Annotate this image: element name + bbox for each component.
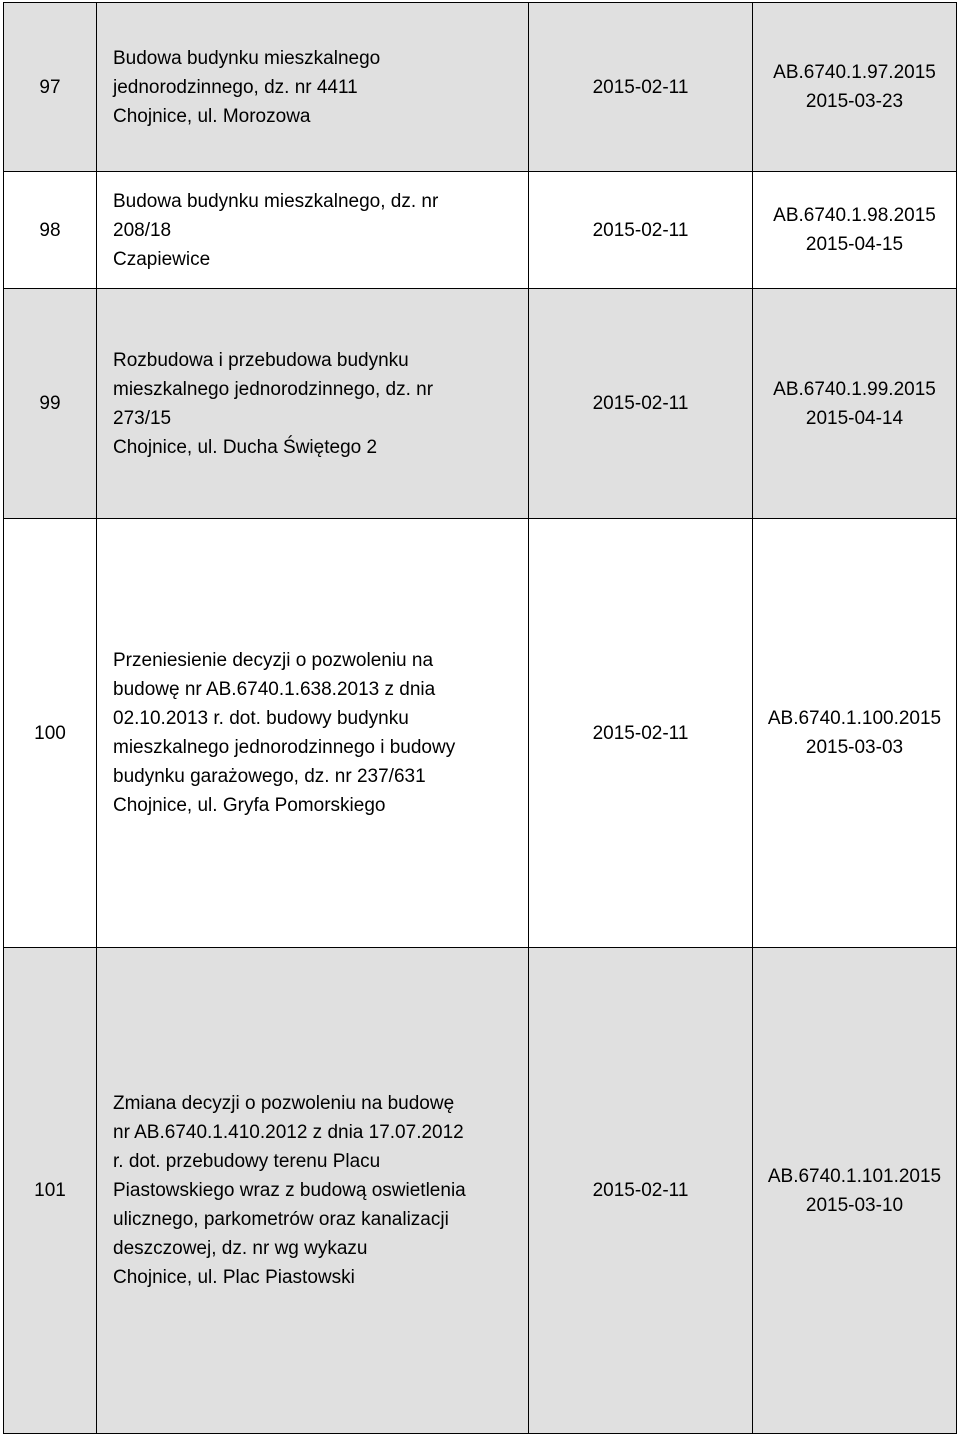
row-date: 2015-02-11 [529,3,753,172]
description-line: mieszkalnego jednorodzinnego, dz. nr [113,378,434,400]
table-row [4,519,957,948]
decision-date: 2015-04-15 [805,234,904,255]
table-row [4,3,957,172]
permit-registry-table [3,2,957,1434]
row-description [97,519,529,948]
signature-number: AB.6740.1.97.2015 [773,62,936,83]
description-line: Chojnice, ul. Morozowa [113,105,311,127]
signature-number: AB.6740.1.100.2015 [767,708,942,729]
description-line: Chojnice, ul. Ducha Świętego 2 [113,436,378,458]
description-line: budowę nr AB.6740.1.638.2013 z dnia [113,679,436,700]
signature-number: AB.6740.1.98.2015 [773,205,936,226]
row-description [97,3,529,172]
description-line: r. dot. przebudowy terenu Placu [113,1151,381,1172]
description-line: jednorodzinnego, dz. nr 4411 [113,76,358,98]
description-line: Czapiewice [113,248,211,270]
row-signature [753,289,957,519]
description-line: Chojnice, ul. Gryfa Pomorskiego [113,795,386,816]
row-description [97,172,529,289]
row-number: 101 [4,948,97,1434]
description-line: ulicznego, parkometrów oraz kanalizacji [113,1209,449,1230]
row-description [97,289,529,519]
table-row [4,948,957,1434]
row-number: 98 [4,172,97,289]
description-line: Budowa budynku mieszkalnego, dz. nr [113,190,439,212]
description-line: nr AB.6740.1.410.2012 z dnia 17.07.2012 [113,1122,464,1143]
row-date: 2015-02-11 [529,289,753,519]
row-number: 99 [4,289,97,519]
row-signature [753,519,957,948]
description-line: Piastowskiego wraz z budową oswietlenia [113,1180,466,1201]
signature-number: AB.6740.1.101.2015 [767,1165,942,1187]
row-number: 97 [4,3,97,172]
row-date: 2015-02-11 [529,948,753,1434]
description-line: Przeniesienie decyzji o pozwoleniu na [113,650,434,671]
description-line: Chojnice, ul. Plac Piastowski [113,1267,355,1288]
decision-date: 2015-03-10 [805,1194,904,1216]
decision-date: 2015-03-03 [805,737,904,758]
row-number: 100 [4,519,97,948]
row-signature [753,172,957,289]
signature-number: AB.6740.1.99.2015 [773,378,936,400]
row-date: 2015-02-11 [529,172,753,289]
description-line: Zmiana decyzji o pozwoleniu na budowę [113,1093,455,1114]
table-row [4,289,957,519]
description-line: 02.10.2013 r. dot. budowy budynku [113,708,409,729]
description-line: mieszkalnego jednorodzinnego i budowy [113,737,456,758]
description-line: budynku garażowego, dz. nr 237/631 [113,766,426,787]
description-line: 208/18 [113,219,172,241]
description-line: deszczowej, dz. nr wg wykazu [113,1238,368,1259]
description-line: Rozbudowa i przebudowa budynku [113,349,409,371]
description-line: 273/15 [113,407,172,429]
decision-date: 2015-04-14 [805,407,904,429]
table-row [4,172,957,289]
description-line: Budowa budynku mieszkalnego [113,47,381,69]
row-signature [753,948,957,1434]
decision-date: 2015-03-23 [805,91,904,112]
row-description [97,948,529,1434]
row-signature [753,3,957,172]
row-date: 2015-02-11 [529,519,753,948]
